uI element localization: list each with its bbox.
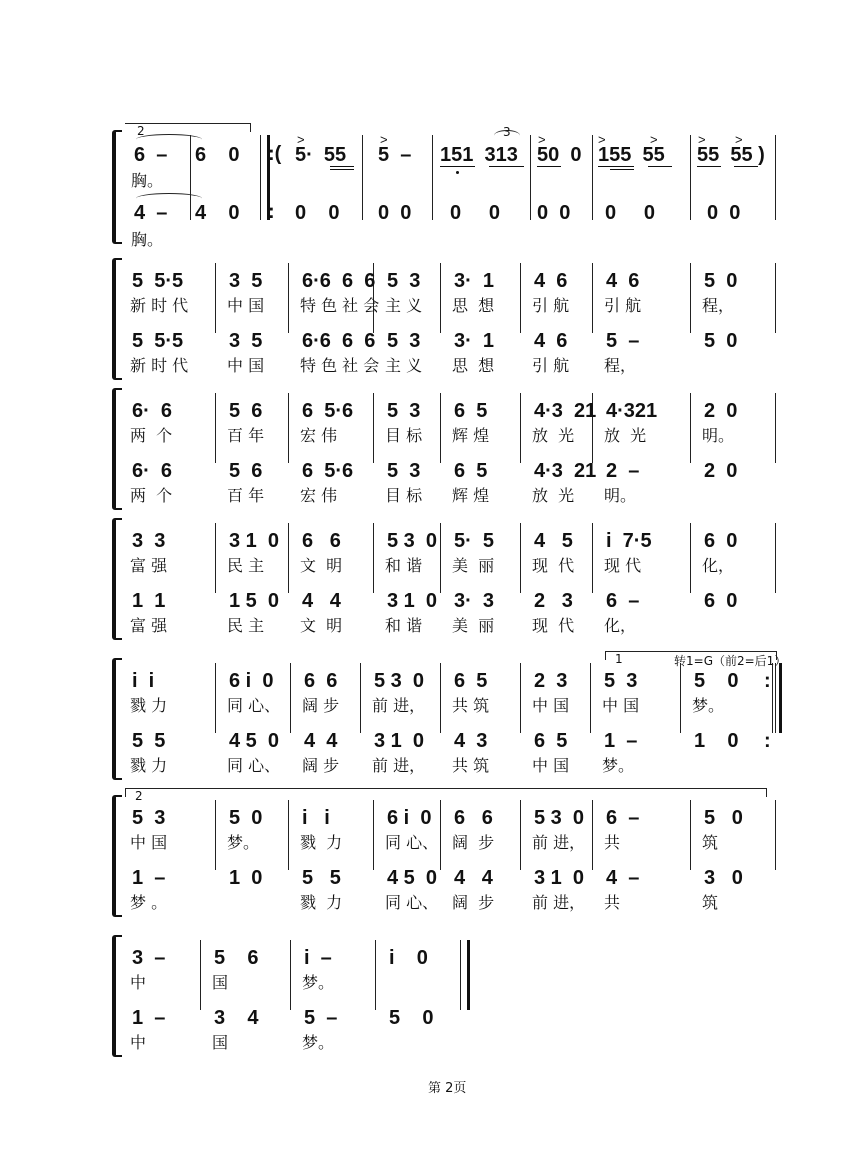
barline	[200, 940, 201, 1010]
barline	[680, 663, 681, 733]
note-group: 5 5	[132, 730, 166, 752]
note-group: i 7·5	[606, 530, 652, 552]
lyric: 中	[130, 1033, 147, 1052]
barline	[690, 135, 691, 220]
note-group: 4 5 0	[387, 867, 438, 889]
underline	[330, 166, 354, 167]
note-group: 0 0	[707, 202, 741, 224]
lyric: 阔 步	[302, 756, 340, 775]
note-group: 6 6	[454, 807, 493, 829]
barline	[592, 263, 593, 333]
repeat-sign: :(	[268, 143, 282, 165]
lyric: 主 义	[385, 356, 423, 375]
barline	[520, 523, 521, 593]
barline	[690, 263, 691, 333]
note-group: 2 0	[704, 460, 738, 482]
barline	[530, 135, 531, 220]
accent-mark: >	[538, 132, 546, 147]
note-group: 0 0	[378, 202, 412, 224]
note-group: 2 0	[704, 400, 738, 422]
lyric: 现 代	[532, 616, 575, 635]
system-brace	[112, 388, 122, 510]
note-group: 3· 1	[454, 270, 495, 292]
note-group: 1 –	[604, 730, 638, 752]
note-group: 5· 5	[454, 530, 495, 552]
note-group: 6 6	[304, 670, 338, 692]
barline	[288, 263, 289, 333]
note-group: 4 0	[195, 202, 240, 224]
note-group: 6 0	[195, 144, 240, 166]
barline	[775, 393, 776, 463]
note-group: 6· 6	[132, 460, 173, 482]
note-group: 5 3	[604, 670, 638, 692]
note-group: 6 0	[704, 590, 738, 612]
lyric: 百 年	[227, 486, 265, 505]
lyric: 新 时 代	[130, 296, 189, 315]
lyric: 程，	[604, 356, 637, 375]
note-group: 4 –	[606, 867, 640, 889]
note-group: 5 5	[302, 867, 341, 889]
note-group: 55 55 )	[697, 144, 765, 166]
volta-number: 2	[135, 789, 143, 803]
lyric: 国	[212, 1033, 229, 1052]
note-group: 4 4	[304, 730, 338, 752]
barline	[775, 523, 776, 593]
lyric: 宏 伟	[300, 426, 338, 445]
barline	[215, 523, 216, 593]
barline	[690, 393, 691, 463]
note-group: i i	[132, 670, 155, 692]
lyric: 民 主	[227, 616, 265, 635]
barline	[520, 800, 521, 870]
lyric: 主 义	[385, 296, 423, 315]
system-brace	[112, 518, 122, 640]
lyric: 宏 伟	[300, 486, 338, 505]
lyric: 明。	[702, 426, 735, 445]
note-group: 1 1	[132, 590, 166, 612]
underline	[330, 169, 354, 170]
note-group: i i	[302, 807, 330, 829]
note-group: i –	[304, 947, 332, 969]
lyric: 辉 煌	[452, 426, 490, 445]
lyric: 戮 力	[300, 893, 343, 912]
barline	[375, 940, 376, 1010]
note-group: 5 –	[606, 330, 640, 352]
lyric: 美 丽	[452, 616, 495, 635]
lyric: 民 主	[227, 556, 265, 575]
volta-bracket	[125, 788, 767, 797]
note-group: 6 5	[454, 400, 488, 422]
lyric: 引 航	[604, 296, 642, 315]
note-group: 6 0	[704, 530, 738, 552]
lyric: 梦。	[602, 756, 635, 775]
lyric: 引 航	[532, 296, 570, 315]
repeat-sign: :	[764, 730, 771, 752]
lyric: 目 标	[385, 426, 423, 445]
lyric: 新 时 代	[130, 356, 189, 375]
lyric: 梦。	[302, 1033, 335, 1052]
barline	[592, 523, 593, 593]
lyric: 共 筑	[452, 756, 490, 775]
note-group: 3· 3	[454, 590, 495, 612]
note-group: 4 4	[454, 867, 493, 889]
key-change-label: 转1=G（前2=后1）	[674, 654, 787, 668]
barline	[288, 523, 289, 593]
lyric: 梦。	[227, 833, 260, 852]
note-group: 4·3 21	[534, 400, 597, 422]
note-group: 1 5 0	[229, 590, 280, 612]
barline	[775, 135, 776, 220]
note-group: 3 4	[214, 1007, 259, 1029]
barline	[190, 135, 191, 220]
barline	[440, 663, 441, 733]
barline	[592, 800, 593, 870]
note-group: 4 5	[534, 530, 573, 552]
note-group: 4 5 0	[229, 730, 280, 752]
lyric: 和 谐	[385, 556, 423, 575]
underline	[489, 166, 524, 167]
note-group: 2 3	[534, 590, 573, 612]
barline	[440, 800, 441, 870]
note-group: 5 6	[229, 460, 263, 482]
lyric: 化，	[604, 616, 637, 635]
note-group: 4·321	[606, 400, 658, 422]
note-group: 5 0	[704, 330, 738, 352]
barline	[520, 263, 521, 333]
system-brace	[112, 795, 122, 917]
accent-mark: >	[735, 132, 743, 147]
lyric: 同 心、	[385, 833, 439, 852]
barline	[690, 800, 691, 870]
note-group: 1 –	[132, 867, 166, 889]
barline	[690, 523, 691, 593]
barline-final	[460, 940, 470, 1010]
lyric: 中 国	[532, 696, 570, 715]
accent-mark: >	[297, 132, 305, 147]
note-group: 5 5·5	[132, 270, 184, 292]
lyric: 前 进，	[372, 696, 426, 715]
note-group: 4 3	[454, 730, 488, 752]
system-brace	[112, 658, 122, 780]
barline	[215, 393, 216, 463]
note-group: 0 0	[605, 202, 656, 224]
barline	[215, 663, 216, 733]
note-group: 6 5·6	[302, 460, 354, 482]
note-group: 3· 1	[454, 330, 495, 352]
lyric: 同 心、	[385, 893, 439, 912]
note-group: 6 5	[534, 730, 568, 752]
page-number: 第 2页	[428, 1081, 467, 1096]
underline	[537, 166, 561, 167]
note-group: 5 0	[694, 670, 739, 692]
volta-number: 1	[615, 652, 623, 666]
barline	[290, 663, 291, 733]
lyric: 阔 步	[302, 696, 340, 715]
triplet-mark: 3	[503, 125, 511, 139]
lyric: 现 代	[604, 556, 642, 575]
underline	[598, 166, 634, 167]
note-group: 151 313	[440, 144, 518, 166]
note-group: 5 0	[389, 1007, 434, 1029]
note-group: 6·6 6 6	[302, 270, 376, 292]
lyric: 戮 力	[130, 696, 168, 715]
barline	[432, 135, 433, 220]
barline	[288, 800, 289, 870]
note-group: 3 0	[704, 867, 743, 889]
underline	[734, 166, 758, 167]
note-group: 2 –	[606, 460, 640, 482]
lyric: 两 个	[130, 486, 173, 505]
note-group: 4 6	[534, 330, 568, 352]
lyric: 阔 步	[452, 833, 495, 852]
lyric: 百 年	[227, 426, 265, 445]
lyric: 阔 步	[452, 893, 495, 912]
barline	[362, 135, 363, 220]
barline	[215, 800, 216, 870]
note-group: 3 1 0	[534, 867, 585, 889]
lyric: 特 色 社 会	[300, 356, 380, 375]
lyric: 中	[130, 973, 147, 992]
lyric: 共	[604, 833, 621, 852]
barline	[775, 800, 776, 870]
lyric-line: 胸。	[131, 171, 164, 190]
note-group: 6 6	[302, 530, 341, 552]
lyric: 思 想	[452, 296, 495, 315]
lyric: 戮 力	[130, 756, 168, 775]
barline	[290, 940, 291, 1010]
underline	[648, 166, 672, 167]
lyric: 中 国	[602, 696, 640, 715]
barline	[440, 523, 441, 593]
lyric: 富 强	[130, 556, 168, 575]
barline	[520, 393, 521, 463]
lyric: 程，	[702, 296, 735, 315]
barline	[590, 663, 591, 733]
note-group: 5 0	[704, 270, 738, 292]
note-group: 1 0	[229, 867, 263, 889]
note-group: 5 3	[387, 330, 421, 352]
note-group: 0 0	[295, 202, 340, 224]
barline	[775, 263, 776, 333]
lyric: 文 明	[300, 556, 343, 575]
accent-mark: >	[598, 132, 606, 147]
note-group: 3 –	[132, 947, 166, 969]
lyric: 梦。	[692, 696, 725, 715]
barline	[592, 135, 593, 220]
note-group: 5 3	[387, 460, 421, 482]
note-group: 4 6	[534, 270, 568, 292]
lyric: 筑	[702, 893, 719, 912]
lyric: 前 进，	[372, 756, 426, 775]
note-group: 5 3 0	[534, 807, 585, 829]
barline-repeat-end	[772, 663, 782, 733]
lyric: 前 进，	[532, 893, 586, 912]
note-group: 3 1 0	[229, 530, 280, 552]
lyric: 放 光	[532, 486, 575, 505]
system-brace	[112, 258, 122, 380]
lyric: 目 标	[385, 486, 423, 505]
barline	[373, 393, 374, 463]
note-group: 5 –	[378, 144, 412, 166]
lyric: 中 国	[227, 296, 265, 315]
note-group: 6·6 6 6	[302, 330, 376, 352]
note-group: 5 3	[132, 807, 166, 829]
barline	[440, 263, 441, 333]
note-group: 6 –	[606, 590, 640, 612]
lyric: 和 谐	[385, 616, 423, 635]
lyric: 同 心、	[227, 756, 281, 775]
note-group: 0 0	[537, 202, 571, 224]
note-group: 2 3	[534, 670, 568, 692]
lyric: 两 个	[130, 426, 173, 445]
underline	[610, 169, 634, 170]
note-group: i 0	[389, 947, 428, 969]
barline	[440, 393, 441, 463]
lyric: 共	[604, 893, 621, 912]
lyric: 特 色 社 会	[300, 296, 380, 315]
note-group: 6 i 0	[387, 807, 432, 829]
note-group: 3 1 0	[374, 730, 425, 752]
note-group: 5 3 0	[387, 530, 438, 552]
barline	[215, 263, 216, 333]
note-group: 4 4	[302, 590, 341, 612]
system-brace	[112, 935, 122, 1057]
note-group: 5 0	[229, 807, 263, 829]
note-group: 5 0	[704, 807, 743, 829]
note-group: 4 –	[134, 202, 168, 224]
note-group: 155 55	[598, 144, 665, 166]
low-dot	[456, 171, 459, 174]
lyric: 引 航	[532, 356, 570, 375]
note-group: 3 1 0	[387, 590, 438, 612]
system-brace	[112, 130, 122, 244]
note-group: 1 –	[132, 1007, 166, 1029]
barline	[520, 663, 521, 733]
note-group: 5 3	[387, 270, 421, 292]
accent-mark: >	[650, 132, 658, 147]
barline	[373, 800, 374, 870]
underline	[697, 166, 721, 167]
lyric: 梦。	[302, 973, 335, 992]
lyric: 梦 。	[130, 893, 168, 912]
underline	[440, 166, 475, 167]
note-group: 1 0	[694, 730, 739, 752]
note-group: 6· 6	[132, 400, 173, 422]
repeat-sign: :	[764, 670, 771, 692]
lyric: 思 想	[452, 356, 495, 375]
barline	[360, 663, 361, 733]
barline	[373, 523, 374, 593]
lyric: 中 国	[532, 756, 570, 775]
note-group: 6 i 0	[229, 670, 274, 692]
lyric: 共 筑	[452, 696, 490, 715]
lyric: 前 进，	[532, 833, 586, 852]
note-group: 6 –	[134, 144, 168, 166]
lyric: 现 代	[532, 556, 575, 575]
note-group: 6 5	[454, 670, 488, 692]
note-group: 5 6	[214, 947, 259, 969]
note-group: 6 5·6	[302, 400, 354, 422]
note-group: 4 6	[606, 270, 640, 292]
note-group: 4·3 21	[534, 460, 597, 482]
lyric: 明。	[604, 486, 637, 505]
note-group: 6 5	[454, 460, 488, 482]
volta-number: 2	[137, 124, 145, 138]
lyric: 戮 力	[300, 833, 343, 852]
note-group: 5 6	[229, 400, 263, 422]
lyric: 文 明	[300, 616, 343, 635]
note-group: 0 0	[450, 202, 501, 224]
note-group: 3 5	[229, 330, 263, 352]
note-group: 50 0	[537, 144, 582, 166]
note-group: 5· 55	[295, 144, 347, 166]
note-group: 5 –	[304, 1007, 338, 1029]
lyric: 化，	[702, 556, 735, 575]
accent-mark: >	[698, 132, 706, 147]
note-group: 5 3	[387, 400, 421, 422]
repeat-sign: :	[268, 201, 275, 223]
lyric-line: 胸。	[131, 230, 164, 249]
note-group: 5 5·5	[132, 330, 184, 352]
lyric: 同 心、	[227, 696, 281, 715]
note-group: 6 –	[606, 807, 640, 829]
note-group: 5 3 0	[374, 670, 425, 692]
lyric: 富 强	[130, 616, 168, 635]
lyric: 国	[212, 973, 229, 992]
note-group: 3 5	[229, 270, 263, 292]
lyric: 筑	[702, 833, 719, 852]
lyric: 辉 煌	[452, 486, 490, 505]
note-group: 3 3	[132, 530, 166, 552]
lyric: 放 光	[604, 426, 647, 445]
lyric: 中 国	[130, 833, 168, 852]
lyric: 中 国	[227, 356, 265, 375]
lyric: 美 丽	[452, 556, 495, 575]
accent-mark: >	[380, 132, 388, 147]
lyric: 放 光	[532, 426, 575, 445]
barline	[288, 393, 289, 463]
